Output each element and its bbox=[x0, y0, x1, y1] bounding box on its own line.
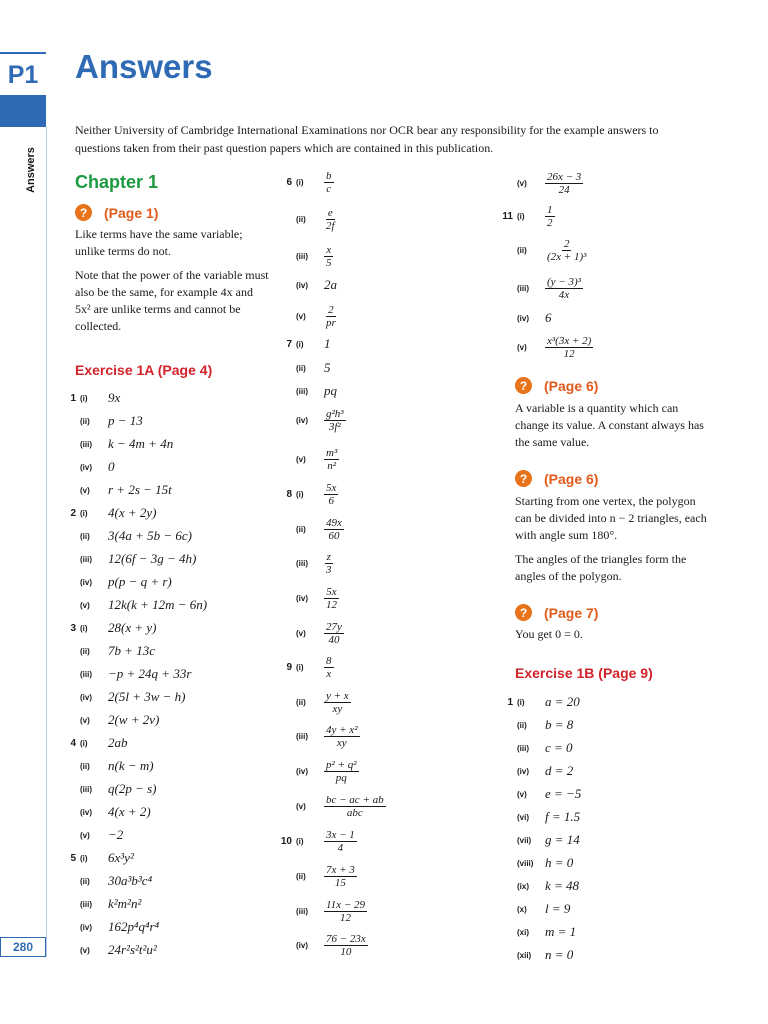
answer-value: 4(x + 2) bbox=[108, 804, 151, 819]
answer-row bbox=[497, 876, 579, 896]
part-label: (iv) bbox=[296, 766, 308, 776]
fraction-numerator: 5x bbox=[326, 481, 337, 494]
fraction-answer bbox=[324, 551, 334, 576]
fraction-answer bbox=[324, 447, 339, 472]
answer-value: pq bbox=[324, 383, 337, 398]
fraction-denominator: 12 bbox=[563, 347, 575, 360]
part-label: (ii) bbox=[296, 697, 306, 707]
part-label: (iv) bbox=[296, 280, 308, 290]
part-label: (iii) bbox=[517, 283, 529, 293]
answer-value: l = 9 bbox=[545, 901, 571, 916]
fraction-numerator: m³ bbox=[326, 446, 338, 459]
answer-value: 3(4a + 5b − 6c) bbox=[108, 528, 192, 543]
fraction-denominator: (2x + 1)³ bbox=[547, 250, 587, 263]
paragraph: The angles of the triangles form the angles of the polygon. bbox=[515, 552, 687, 583]
answer-row bbox=[60, 733, 128, 753]
answer-row bbox=[497, 275, 583, 301]
part-label: (i) bbox=[80, 508, 88, 518]
answer-value: 5 bbox=[324, 360, 331, 375]
paragraph: Note that the power of the variable must also be the same, for example 4x and 5x² are unlike terms and cannot be collected. bbox=[75, 268, 269, 333]
answer-row bbox=[60, 434, 173, 454]
fraction-answer bbox=[324, 244, 334, 269]
fraction-denominator: 40 bbox=[328, 633, 340, 646]
answer-row bbox=[60, 388, 120, 408]
answer-row bbox=[497, 922, 576, 942]
part-label: (i) bbox=[80, 738, 88, 748]
vertical-section-label: Answers bbox=[25, 147, 37, 193]
question-number: 7 bbox=[286, 338, 292, 350]
answer-row bbox=[60, 894, 141, 914]
fraction-denominator: 4x bbox=[558, 288, 570, 301]
fraction-answer bbox=[324, 829, 357, 854]
answer-row bbox=[497, 203, 555, 229]
answer-row bbox=[60, 503, 156, 523]
answer-row bbox=[276, 516, 344, 542]
part-label: (ix) bbox=[517, 881, 529, 891]
fraction-answer bbox=[324, 864, 357, 889]
part-label: (ii) bbox=[296, 363, 306, 373]
page-title: Answers bbox=[75, 48, 213, 85]
part-label: (iv) bbox=[296, 940, 308, 950]
fraction-denominator: c bbox=[326, 182, 332, 195]
answer-row bbox=[60, 595, 207, 615]
fraction-denominator: 12 bbox=[340, 911, 351, 924]
answer-value: r + 2s − 15t bbox=[108, 482, 172, 497]
answer-value: k²m²n² bbox=[108, 896, 142, 911]
part-label: (ii) bbox=[80, 531, 90, 541]
part-label: (iv) bbox=[517, 313, 529, 323]
answer-row bbox=[497, 334, 593, 360]
answer-value: 2(w + 2v) bbox=[108, 712, 160, 727]
answer-row bbox=[60, 618, 156, 638]
part-label: (i) bbox=[80, 623, 88, 633]
part-label: (iii) bbox=[296, 251, 308, 261]
fraction-denominator: abc bbox=[346, 806, 363, 819]
part-label: (i) bbox=[296, 662, 304, 672]
fraction-answer bbox=[324, 621, 344, 646]
answer-row bbox=[276, 275, 337, 295]
question-number: 9 bbox=[286, 661, 292, 673]
part-label: (iii) bbox=[296, 906, 308, 916]
answer-row bbox=[276, 723, 360, 749]
fraction-numerator: e bbox=[327, 206, 333, 219]
fraction-numerator: (y − 3)³ bbox=[547, 275, 581, 288]
fraction-numerator: 26x − 3 bbox=[547, 170, 582, 183]
answer-row bbox=[60, 480, 172, 500]
part-label: (iii) bbox=[296, 386, 308, 396]
fraction-numerator: 76 − 23x bbox=[326, 932, 366, 945]
question-heading-label: (Page 7) bbox=[544, 604, 599, 621]
fraction-answer bbox=[324, 482, 338, 507]
answer-row bbox=[497, 738, 573, 758]
answer-value: 4(x + 2y) bbox=[108, 505, 157, 520]
part-label: (iv) bbox=[517, 766, 529, 776]
part-label: (iv) bbox=[80, 462, 92, 472]
chapter-heading: Chapter 1 bbox=[75, 172, 159, 192]
fraction-numerator: g²h³ bbox=[326, 407, 344, 420]
part-label: (vi) bbox=[517, 812, 529, 822]
answer-value: k = 48 bbox=[545, 878, 580, 893]
fraction-numerator: 1 bbox=[547, 203, 553, 216]
fraction-denominator: 2 bbox=[547, 216, 553, 229]
answer-row bbox=[497, 899, 570, 919]
answer-value: n(k − m) bbox=[108, 758, 154, 773]
part-label: (v) bbox=[80, 945, 90, 955]
part-label: (iv) bbox=[296, 593, 308, 603]
answer-row bbox=[276, 407, 346, 433]
fraction-denominator: 3f² bbox=[328, 420, 341, 433]
fraction-answer bbox=[545, 238, 588, 263]
fraction-denominator: n² bbox=[327, 459, 337, 472]
question-heading-page6 bbox=[515, 377, 598, 394]
part-label: (i) bbox=[296, 836, 304, 846]
fraction-denominator: 4 bbox=[337, 841, 344, 854]
part-label: (v) bbox=[517, 178, 527, 188]
fraction-denominator: 5 bbox=[326, 256, 332, 269]
answer-value: p − 13 bbox=[108, 413, 143, 428]
fraction-numerator: x bbox=[326, 243, 332, 256]
part-label: (v) bbox=[80, 715, 90, 725]
answer-row bbox=[276, 620, 344, 646]
answer-row bbox=[60, 457, 115, 477]
question-heading-page1 bbox=[75, 204, 158, 221]
answer-value: 12(6f − 3g − 4h) bbox=[108, 551, 197, 566]
answer-value: g = 14 bbox=[545, 832, 580, 847]
part-label: (v) bbox=[296, 801, 306, 811]
answer-row bbox=[276, 243, 334, 269]
answer-value: m = 1 bbox=[545, 924, 577, 939]
paragraph: Starting from one vertex, the polygon can be divided into n − 2 triangles, each with angle sum 180°. bbox=[515, 494, 707, 542]
answer-row bbox=[276, 898, 367, 924]
answer-value: n = 0 bbox=[545, 947, 574, 962]
part-label: (ii) bbox=[517, 245, 527, 255]
answer-row bbox=[276, 446, 339, 472]
fraction-answer bbox=[324, 724, 360, 749]
question-number: 10 bbox=[280, 835, 292, 847]
answer-row bbox=[276, 358, 331, 378]
answer-row bbox=[60, 664, 191, 684]
answer-row bbox=[60, 687, 186, 707]
answer-value: q(2p − s) bbox=[108, 781, 157, 796]
answer-row bbox=[60, 779, 157, 799]
answer-row bbox=[276, 381, 337, 401]
answer-value: 9x bbox=[108, 390, 121, 405]
fraction-numerator: 49x bbox=[326, 516, 342, 529]
fraction-denominator: xy bbox=[336, 736, 347, 749]
answer-row bbox=[497, 308, 552, 328]
answer-row bbox=[276, 689, 351, 715]
question-number: 6 bbox=[286, 176, 292, 188]
disclaimer-text: Neither University of Cambridge International Examinations nor OCR bear any responsibility for the example answers to questions taken from their past question papers which are contained in this publication. bbox=[75, 123, 659, 155]
question-mark-icon: ? bbox=[75, 204, 92, 221]
answer-row bbox=[276, 932, 368, 958]
fraction-numerator: p² + q² bbox=[326, 758, 357, 771]
question-heading-label: (Page 1) bbox=[104, 204, 159, 221]
answer-value: k − 4m + 4n bbox=[108, 436, 174, 451]
answer-row bbox=[60, 825, 123, 845]
answer-value: 162p⁴q⁴r⁴ bbox=[108, 919, 160, 934]
paragraph: You get 0 = 0. bbox=[515, 627, 583, 641]
part-label: (ii) bbox=[80, 416, 90, 426]
answer-row bbox=[497, 807, 580, 827]
question-number: 2 bbox=[70, 507, 76, 519]
answer-value: a = 20 bbox=[545, 694, 580, 709]
question-mark-icon: ? bbox=[515, 604, 532, 621]
fraction-numerator: 3x − 1 bbox=[326, 828, 355, 841]
part-tab: P1 bbox=[0, 52, 46, 97]
answer-value: 7b + 13c bbox=[108, 643, 156, 658]
fraction-answer bbox=[324, 304, 338, 329]
answer-row bbox=[276, 550, 334, 576]
answer-value: 1 bbox=[324, 336, 331, 351]
answer-row bbox=[60, 848, 134, 868]
fraction-answer bbox=[324, 408, 346, 433]
answer-value: 28(x + y) bbox=[108, 620, 157, 635]
answer-row bbox=[60, 411, 143, 431]
answer-value: b = 8 bbox=[545, 717, 574, 732]
fraction-denominator: 2f bbox=[326, 219, 335, 232]
answer-row bbox=[497, 715, 573, 735]
fraction-answer bbox=[545, 276, 583, 301]
fraction-answer bbox=[324, 170, 334, 195]
answer-value: 2(5l + 3w − h) bbox=[108, 689, 186, 704]
part-label: (i) bbox=[517, 211, 525, 221]
answer-row bbox=[276, 793, 386, 819]
part-label: (xii) bbox=[517, 950, 532, 960]
part-label: (v) bbox=[296, 454, 306, 464]
exercise-heading: Exercise 1B (Page 9) bbox=[515, 665, 653, 681]
fraction-numerator: b bbox=[326, 169, 332, 182]
fraction-answer bbox=[324, 933, 368, 958]
answer-row bbox=[276, 481, 338, 507]
answer-value: 6x³y² bbox=[108, 850, 134, 865]
part-label: (ii) bbox=[80, 876, 90, 886]
answer-row bbox=[276, 585, 339, 611]
part-label: (iv) bbox=[80, 807, 92, 817]
answer-value: 0 bbox=[108, 459, 115, 474]
part-tab-strip bbox=[0, 95, 46, 127]
part-label: (iii) bbox=[296, 558, 308, 568]
question-number: 8 bbox=[286, 488, 292, 500]
question-number: 1 bbox=[70, 392, 76, 404]
answer-row bbox=[276, 758, 359, 784]
fraction-answer bbox=[324, 899, 367, 924]
answer-row bbox=[60, 572, 172, 592]
answer-row bbox=[276, 654, 334, 680]
answer-row bbox=[60, 940, 157, 960]
answer-value: 12k(k + 12m − 6n) bbox=[108, 597, 208, 612]
answer-row bbox=[497, 853, 573, 873]
question-mark-icon: ? bbox=[515, 470, 532, 487]
answer-value: −p + 24q + 33r bbox=[108, 666, 192, 681]
answer-value: 2ab bbox=[108, 735, 128, 750]
fraction-numerator: 11x − 29 bbox=[326, 898, 365, 911]
fraction-denominator: 10 bbox=[340, 945, 352, 958]
part-label: (i) bbox=[80, 393, 88, 403]
part-label: (v) bbox=[296, 628, 306, 638]
part-label: (v) bbox=[80, 485, 90, 495]
fraction-answer bbox=[324, 586, 339, 611]
fraction-numerator: x³(3x + 2) bbox=[547, 334, 592, 347]
part-label: (ii) bbox=[296, 214, 306, 224]
side-rule bbox=[46, 127, 47, 957]
fraction-numerator: 4y + x² bbox=[326, 723, 358, 736]
question-number: 1 bbox=[507, 696, 513, 708]
question-mark-icon: ? bbox=[515, 377, 532, 394]
part-label: (i) bbox=[296, 177, 304, 187]
answer-value: e = −5 bbox=[545, 786, 582, 801]
part-label: (i) bbox=[296, 489, 304, 499]
fraction-denominator: pr bbox=[326, 316, 336, 329]
answer-value: c = 0 bbox=[545, 740, 573, 755]
answer-row bbox=[497, 784, 581, 804]
fraction-denominator: 3 bbox=[326, 563, 332, 576]
fraction-numerator: 2 bbox=[563, 237, 570, 250]
fraction-numerator: 2 bbox=[328, 303, 334, 316]
answer-row bbox=[276, 828, 357, 854]
answer-row bbox=[497, 692, 580, 712]
part-label: (iii) bbox=[517, 743, 529, 753]
part-label: (viii) bbox=[517, 858, 534, 868]
fraction-numerator: 5x bbox=[326, 585, 337, 598]
answer-row bbox=[276, 334, 331, 354]
fraction-denominator: pq bbox=[335, 771, 347, 784]
part-label: (v) bbox=[517, 342, 527, 352]
answer-row bbox=[60, 871, 152, 891]
fraction-answer bbox=[324, 207, 337, 232]
fraction-answer bbox=[324, 794, 386, 819]
part-label: (v) bbox=[517, 789, 527, 799]
answer-value: 6 bbox=[545, 310, 552, 325]
part-label: (v) bbox=[80, 600, 90, 610]
part-label: (iii) bbox=[296, 731, 308, 741]
part-label: (iii) bbox=[80, 439, 92, 449]
fraction-numerator: 7x + 3 bbox=[326, 863, 355, 876]
answer-value: p(p − q + r) bbox=[108, 574, 172, 589]
answer-row bbox=[497, 237, 588, 263]
fraction-answer bbox=[324, 759, 359, 784]
part-label: (i) bbox=[80, 853, 88, 863]
question-number: 5 bbox=[70, 852, 76, 864]
answer-row bbox=[497, 761, 573, 781]
fraction-numerator: bc − ac + ab bbox=[326, 793, 384, 806]
part-label: (ii) bbox=[517, 720, 527, 730]
fraction-answer bbox=[324, 517, 344, 542]
answer-value: 24r²s²t²u² bbox=[108, 942, 157, 957]
fraction-numerator: 27y bbox=[326, 620, 342, 633]
part-label: (iv) bbox=[80, 692, 92, 702]
fraction-answer bbox=[324, 655, 334, 680]
answer-row bbox=[60, 917, 159, 937]
part-label: (i) bbox=[517, 697, 525, 707]
fraction-numerator: z bbox=[326, 550, 331, 563]
part-label: (iii) bbox=[80, 899, 92, 909]
answer-row bbox=[60, 756, 154, 776]
part-label: (iii) bbox=[80, 784, 92, 794]
exercise-heading: Exercise 1A (Page 4) bbox=[75, 362, 213, 378]
answer-row bbox=[60, 802, 151, 822]
fraction-numerator: 8 bbox=[326, 654, 332, 667]
fraction-answer bbox=[545, 335, 593, 360]
part-label: (iii) bbox=[80, 669, 92, 679]
question-heading-page7 bbox=[515, 604, 598, 621]
part-label: (ii) bbox=[80, 761, 90, 771]
answer-value: h = 0 bbox=[545, 855, 574, 870]
part-label: (ii) bbox=[296, 871, 306, 881]
answer-value: d = 2 bbox=[545, 763, 574, 778]
part-label: (ii) bbox=[80, 646, 90, 656]
answer-row bbox=[276, 169, 334, 195]
part-label: (iv) bbox=[80, 922, 92, 932]
answer-row bbox=[497, 945, 573, 965]
question-number: 4 bbox=[70, 737, 76, 749]
answer-row bbox=[497, 170, 583, 196]
question-heading-label: (Page 6) bbox=[544, 377, 599, 394]
part-label: (ii) bbox=[296, 524, 306, 534]
fraction-denominator: 15 bbox=[334, 876, 346, 889]
part-label: (xi) bbox=[517, 927, 529, 937]
fraction-denominator: xy bbox=[332, 702, 343, 715]
answer-row bbox=[276, 303, 338, 329]
answer-value: f = 1.5 bbox=[545, 809, 581, 824]
part-label: (x) bbox=[517, 904, 527, 914]
answer-row bbox=[60, 526, 192, 546]
part-label: (v) bbox=[80, 830, 90, 840]
paragraph: A variable is a quantity which can change its value. A constant always has the same value. bbox=[515, 401, 704, 449]
part-label: (iii) bbox=[80, 554, 92, 564]
part-label: (iv) bbox=[296, 415, 308, 425]
answer-value: 2a bbox=[324, 277, 337, 292]
fraction-answer bbox=[545, 204, 555, 229]
fraction-denominator: 12 bbox=[326, 598, 337, 611]
answer-row bbox=[60, 710, 159, 730]
fraction-answer bbox=[545, 171, 583, 196]
answer-value: −2 bbox=[108, 827, 124, 842]
question-heading-label: (Page 6) bbox=[544, 470, 599, 487]
answer-value: 30a³b³c⁴ bbox=[108, 873, 153, 888]
answer-row bbox=[60, 549, 196, 569]
fraction-denominator: x bbox=[326, 667, 332, 680]
paragraph: Like terms have the same variable; unlike terms do not. bbox=[75, 227, 243, 258]
answer-row bbox=[497, 830, 580, 850]
part-label: (i) bbox=[296, 339, 304, 349]
answer-row bbox=[276, 863, 357, 889]
part-label: (iv) bbox=[80, 577, 92, 587]
page-number: 280 bbox=[0, 937, 46, 957]
fraction-denominator: 6 bbox=[328, 494, 334, 507]
part-label: (v) bbox=[296, 311, 306, 321]
fraction-numerator: y + x bbox=[326, 689, 349, 702]
question-number: 11 bbox=[502, 210, 513, 222]
fraction-answer bbox=[324, 690, 351, 715]
question-heading-page6-second bbox=[515, 470, 598, 487]
fraction-denominator: 60 bbox=[328, 529, 340, 542]
question-number: 3 bbox=[70, 622, 76, 634]
answer-row bbox=[60, 641, 155, 661]
fraction-denominator: 24 bbox=[558, 183, 570, 196]
part-label: (vii) bbox=[517, 835, 532, 845]
answer-row bbox=[276, 206, 337, 232]
